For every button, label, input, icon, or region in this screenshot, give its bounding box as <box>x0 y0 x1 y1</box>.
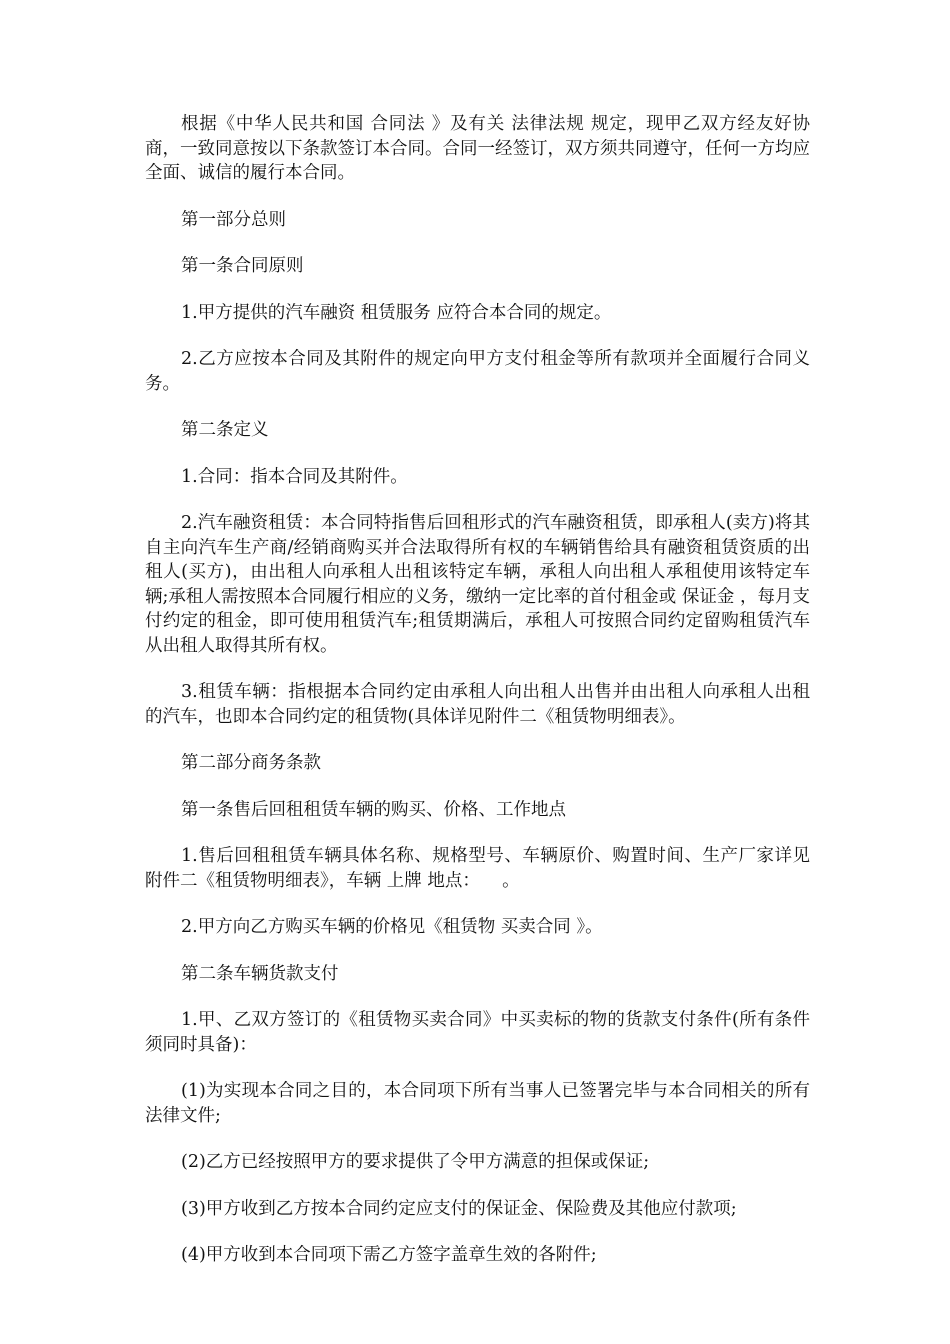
intro-paragraph: 根据《中华人民共和国 合同法 》及有关 法律法规 规定，现甲乙双方经友好协商，一致同意按以下条款签订本合同。合同一经签订，双方须共同遵守，任何一方均应全面、诚信的履行本合同。 <box>145 114 810 183</box>
sub-clause-paragraph: (2)乙方已经按照甲方的要求提供了令甲方满意的担保或保证; <box>181 1152 650 1172</box>
clause-paragraph: 1.售后回租租赁车辆具体名称、规格型号、车辆原价、购置时间、生产厂家详见附件二《租赁物明细表》，车辆 上牌 地点： 。 <box>145 846 810 891</box>
clause-paragraph: 1.甲方提供的汽车融资 租赁服务 应符合本合同的规定。 <box>181 302 612 323</box>
clause-paragraph: 2.乙方应按本合同及其附件的规定向甲方支付租金等所有款项并全面履行合同义务。 <box>145 349 810 394</box>
clause-paragraph: 2.汽车融资租赁：本合同特指售后回租形式的汽车融资租赁，即承租人(卖方)将其自主向汽车生产商/经销商购买并合法取得所有权的车辆销售给具有融资租赁资质的出租人(买方)，由出租人向承租人出租该特定车辆，承租人向出租人承租使用该特定车辆;承租人需按照本合同履行相应的义务，缴纳一定比率的首付租金或 保证金 ，每月支付约定的租金，即可使用租赁汽车;租赁期满后，承租人可按照合同约定留购租赁汽车从出租人取得其所有权。 <box>145 513 810 656</box>
part-two-heading: 第二部分商务条款 <box>181 753 321 773</box>
article-heading: 第一条售后回租租赁车辆的购买、价格、工作地点 <box>181 799 566 820</box>
part-one-heading: 第一部分总则 <box>181 209 286 230</box>
article-two-heading: 第二条定义 <box>181 420 269 440</box>
clause-paragraph: 1.合同：指本合同及其附件。 <box>181 466 408 487</box>
article-heading: 第二条车辆货款支付 <box>181 963 339 984</box>
article-one-heading: 第一条合同原则 <box>181 256 304 276</box>
clause-paragraph: 1.甲、乙双方签订的《租赁物买卖合同》中买卖标的物的货款支付条件(所有条件须同时具备)： <box>145 1010 810 1055</box>
sub-clause-paragraph: (3)甲方收到乙方按本合同约定应支付的保证金、保险费及其他应付款项; <box>181 1198 737 1219</box>
clause-paragraph: 3.租赁车辆：指根据本合同约定由承租人向出租人出售并由出租人向承租人出租的汽车，也即本合同约定的租赁物(具体详见附件二《租赁物明细表》。 <box>145 682 810 727</box>
sub-clause-paragraph: (4)甲方收到本合同项下需乙方签字盖章生效的各附件; <box>181 1245 597 1265</box>
contract-body <box>145 112 810 1290</box>
clause-paragraph: 2.甲方向乙方购买车辆的价格见《租赁物 买卖合同 》。 <box>181 917 603 937</box>
sub-clause-paragraph: (1)为实现本合同之目的，本合同项下所有当事人已签署完毕与本合同相关的所有法律文件; <box>145 1081 810 1126</box>
